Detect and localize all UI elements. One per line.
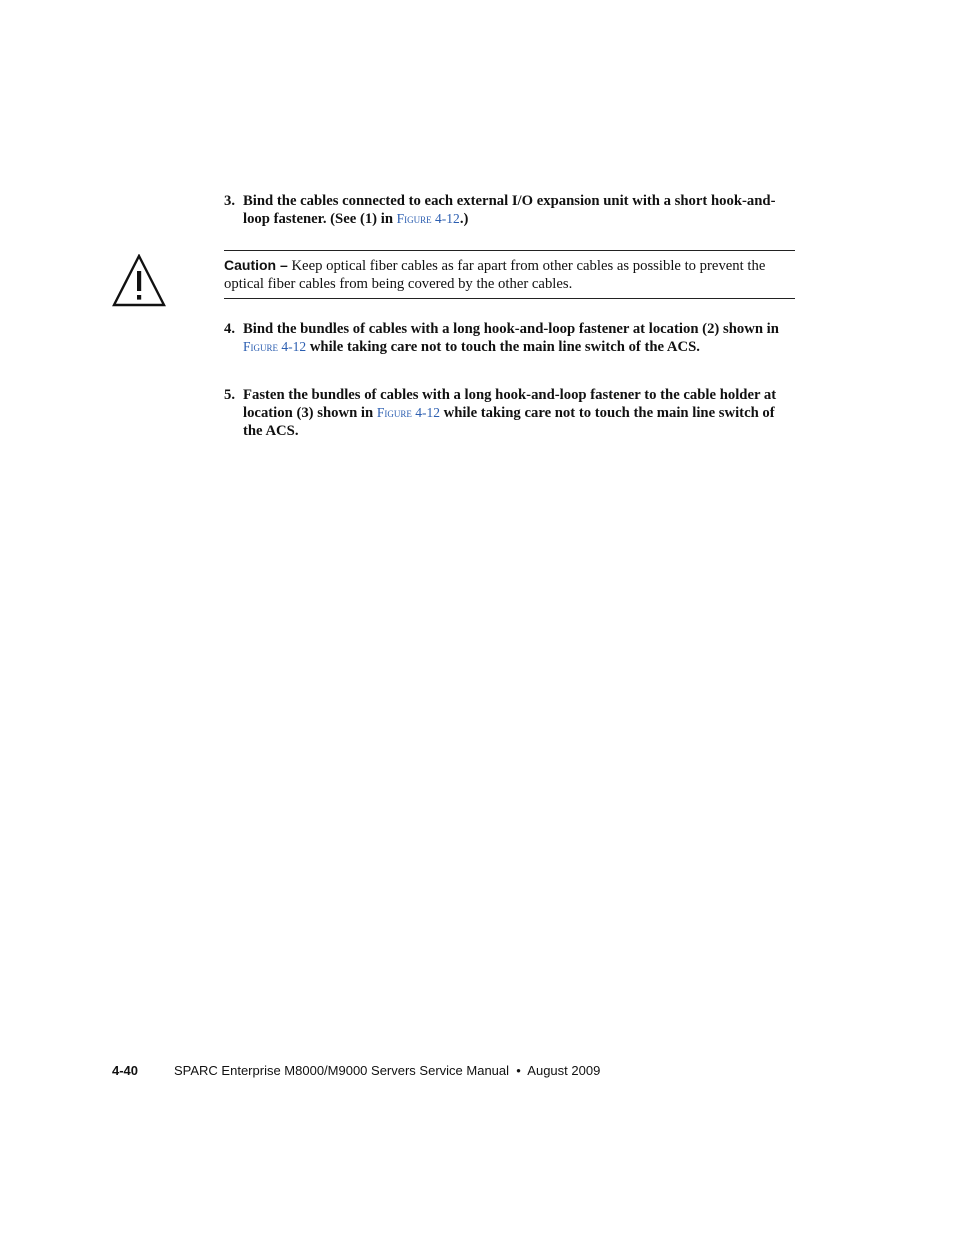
figure-link[interactable]: Figure 4-12 xyxy=(396,211,460,226)
step-text xyxy=(243,192,796,228)
step-text-before: Bind the cables connected to each external I/O expansion unit with a short hook-and-loop fastener. (See (1) in xyxy=(243,193,776,227)
step-text-after: while taking care not to touch the main line switch of the ACS. xyxy=(306,339,700,355)
step-number: 4. xyxy=(224,321,236,337)
step-text-before: Bind the bundles of cables with a long hook-and-loop fastener at location (2) shown in xyxy=(243,321,779,337)
step-text xyxy=(243,386,796,440)
caution-label: Caution – xyxy=(224,257,288,273)
step-number: 5. xyxy=(224,387,236,403)
caution-top-rule xyxy=(224,250,795,251)
step-number: 3. xyxy=(224,193,236,209)
step-3 xyxy=(224,192,796,228)
step-5 xyxy=(224,386,796,440)
step-text-before: Fasten the bundles of cables with a long hook-and-loop fastener to the cable holder at location (3) shown in xyxy=(243,387,777,421)
step-text xyxy=(243,320,796,356)
caution-bottom-rule xyxy=(224,298,795,299)
step-text-after: while taking care not to touch the main line switch of the ACS. xyxy=(243,405,775,439)
step-text-after: .) xyxy=(459,211,469,227)
caution-note xyxy=(224,256,795,293)
page-number: 4-40 xyxy=(112,1063,139,1078)
figure-link[interactable]: Figure 4-12 xyxy=(376,405,440,420)
step-4 xyxy=(224,320,796,356)
footer-title: SPARC Enterprise M8000/M9000 Servers Service Manual • August 2009 xyxy=(174,1063,601,1078)
caution-body: Keep optical fiber cables as far apart from other cables as possible to prevent the optical fiber cables from being covered by the other cables. xyxy=(224,258,766,292)
warning-triangle-icon xyxy=(112,254,166,307)
figure-link[interactable]: Figure 4-12 xyxy=(243,339,307,354)
